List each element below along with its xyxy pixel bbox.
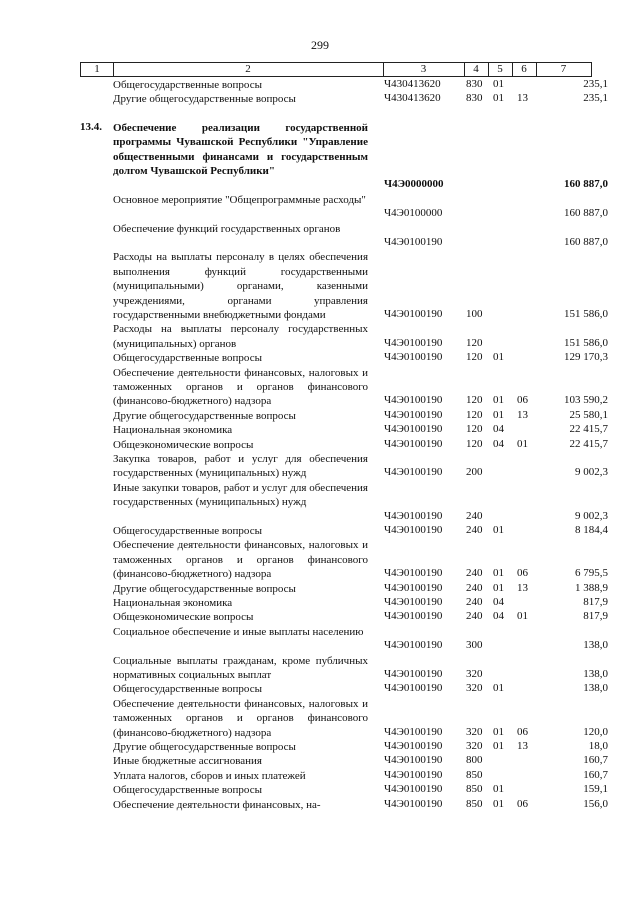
row-code: Ч4Э0100190 bbox=[384, 423, 443, 436]
row-amount: 138,0 bbox=[583, 639, 608, 652]
row-subsection: 06 bbox=[517, 725, 528, 738]
header-col-3: 3 bbox=[383, 63, 465, 76]
row-name: Общеэкономические вопросы bbox=[113, 611, 254, 624]
row-code: Ч4Э0100190 bbox=[384, 408, 443, 421]
table-row bbox=[0, 524, 640, 538]
row-name: Общегосударственные вопросы bbox=[113, 784, 262, 797]
table-row bbox=[0, 740, 640, 754]
row-expense-type: 850 bbox=[466, 783, 483, 796]
row-amount: 156,0 bbox=[583, 797, 608, 810]
table-row bbox=[0, 783, 640, 797]
row-expense-type: 320 bbox=[466, 667, 483, 680]
row-expense-type: 240 bbox=[466, 610, 483, 623]
row-section: 01 bbox=[493, 740, 504, 752]
row-amount: 6 795,5 bbox=[575, 567, 608, 580]
row-code: Ч4Э0100190 bbox=[384, 768, 443, 781]
row-expense-type: 240 bbox=[466, 509, 483, 522]
row-code: Ч4Э0100190 bbox=[384, 725, 443, 738]
row-amount: 817,9 bbox=[583, 596, 608, 608]
row-section: 04 bbox=[493, 596, 504, 608]
table-row bbox=[0, 78, 640, 92]
row-expense-type: 240 bbox=[466, 596, 483, 608]
table-row bbox=[0, 610, 640, 624]
row-expense-type: 120 bbox=[466, 336, 483, 349]
header-col-7: 7 bbox=[560, 63, 567, 75]
row-amount: 138,0 bbox=[583, 682, 608, 695]
table-row bbox=[0, 409, 640, 423]
row-expense-type: 200 bbox=[466, 466, 483, 479]
row-code: Ч430413620 bbox=[384, 92, 441, 105]
page-number: 299 bbox=[311, 38, 329, 52]
row-code: Ч4Э0100190 bbox=[384, 667, 443, 680]
row-subsection: 13 bbox=[517, 740, 528, 752]
table-row bbox=[0, 697, 640, 740]
table-row bbox=[0, 193, 640, 222]
row-amount: 120,0 bbox=[583, 725, 608, 738]
row-section: 01 bbox=[493, 351, 504, 364]
row-section: 01 bbox=[493, 567, 504, 580]
row-section: 04 bbox=[493, 610, 504, 623]
row-amount: 103 590,2 bbox=[564, 394, 608, 407]
row-name: Общегосударственные вопросы bbox=[113, 352, 262, 365]
row-expense-type: 240 bbox=[466, 567, 483, 580]
row-name: Другие общегосударственные вопросы bbox=[113, 741, 296, 753]
row-subsection: 13 bbox=[517, 581, 528, 594]
row-code: Ч4Э0100190 bbox=[384, 754, 443, 767]
row-code: Ч4Э0100190 bbox=[384, 596, 443, 608]
row-code: Ч4Э0100190 bbox=[384, 336, 443, 349]
row-code: Ч4Э0100190 bbox=[384, 437, 443, 450]
table-row bbox=[0, 366, 640, 409]
row-expense-type: 320 bbox=[466, 682, 483, 695]
table-row bbox=[0, 769, 640, 783]
row-name: Национальная экономика bbox=[113, 424, 233, 437]
row-expense-type: 830 bbox=[466, 92, 483, 105]
row-expense-type: 120 bbox=[466, 351, 483, 364]
row-section: 01 bbox=[493, 394, 504, 407]
row-code: Ч4Э0100190 bbox=[384, 509, 443, 522]
row-section: 04 bbox=[493, 423, 504, 436]
row-name: Социальное обеспечение и иные выплаты населению bbox=[113, 625, 364, 638]
row-amount: 160 887,0 bbox=[564, 207, 608, 220]
row-amount: 8 184,4 bbox=[575, 524, 608, 536]
row-subsection: 13 bbox=[517, 92, 528, 105]
row-code: Ч4Э0100190 bbox=[384, 351, 443, 364]
row-subsection: 06 bbox=[517, 394, 528, 407]
row-name: Иные закупки товаров, работ и услуг для обеспечения государственных (муниципальных) нужд bbox=[113, 481, 368, 509]
table-row bbox=[0, 222, 640, 251]
row-subsection: 01 bbox=[517, 610, 528, 623]
row-name: Обеспечение деятельности финансовых, налоговых и таможенных органов и органов финансового (финансово-бюджетного) надзора bbox=[113, 366, 368, 408]
row-expense-type: 240 bbox=[466, 581, 483, 594]
row-expense-type: 800 bbox=[466, 754, 483, 767]
row-expense-type: 320 bbox=[466, 740, 483, 752]
row-expense-type: 240 bbox=[466, 524, 483, 536]
row-amount: 22 415,7 bbox=[569, 437, 608, 450]
row-code: Ч4Э0100190 bbox=[384, 797, 443, 810]
row-code: Ч4Э0100190 bbox=[384, 581, 443, 594]
row-code: Ч4Э0100000 bbox=[384, 207, 443, 220]
row-section: 01 bbox=[493, 725, 504, 738]
row-name: Уплата налогов, сборов и иных платежей bbox=[113, 769, 306, 782]
header-col-1: 1 bbox=[81, 63, 114, 76]
row-subsection: 13 bbox=[517, 408, 528, 421]
row-amount: 9 002,3 bbox=[575, 466, 608, 479]
row-amount: 160,7 bbox=[583, 754, 608, 767]
table-row bbox=[0, 596, 640, 610]
row-expense-type: 300 bbox=[466, 639, 483, 652]
table-row bbox=[0, 92, 640, 106]
row-name: Общегосударственные вопросы bbox=[113, 525, 262, 537]
row-amount: 160,7 bbox=[583, 768, 608, 781]
table-row bbox=[0, 625, 640, 654]
row-name: Расходы на выплаты персоналу в целях обеспечения выполнения функций государственными (муниципальными) органами, казенными учреждениями, органами управления государственными внебюджетными фондами bbox=[113, 251, 368, 322]
row-name: Другие общегосударственные вопросы bbox=[113, 93, 296, 106]
row-amount: 22 415,7 bbox=[569, 423, 608, 436]
row-number: 13.4. bbox=[80, 120, 102, 133]
row-subsection: 06 bbox=[517, 567, 528, 580]
row-expense-type: 120 bbox=[466, 423, 483, 436]
row-section: 01 bbox=[493, 92, 504, 105]
row-name: Расходы на выплаты персоналу государственных (муниципальных) органов bbox=[113, 323, 368, 350]
table-header bbox=[80, 62, 592, 77]
row-name: Социальные выплаты гражданам, кроме публичных нормативных социальных выплат bbox=[113, 654, 368, 681]
table-row bbox=[0, 582, 640, 596]
row-name: Обеспечение деятельности финансовых, налоговых и таможенных органов и органов финансового (финансово-бюджетного) надзора bbox=[113, 539, 368, 581]
row-expense-type: 120 bbox=[466, 394, 483, 407]
table-row bbox=[0, 452, 640, 481]
row-name: Общегосударственные вопросы bbox=[113, 683, 262, 696]
row-code: Ч4Э0100190 bbox=[384, 682, 443, 695]
row-expense-type: 830 bbox=[466, 78, 483, 90]
row-code: Ч4Э0100190 bbox=[384, 524, 443, 536]
row-name: Другие общегосударственные вопросы bbox=[113, 582, 296, 595]
row-section: 01 bbox=[493, 797, 504, 810]
table-row bbox=[0, 538, 640, 581]
row-expense-type: 320 bbox=[466, 725, 483, 738]
header-col-5: 5 bbox=[488, 63, 513, 76]
row-section: 01 bbox=[493, 682, 504, 695]
row-name: Общеэкономические вопросы bbox=[113, 438, 254, 451]
row-code: Ч4Э0100190 bbox=[384, 567, 443, 580]
row-section: 01 bbox=[493, 524, 504, 536]
row-amount: 160 887,0 bbox=[564, 178, 608, 191]
row-subsection: 01 bbox=[517, 437, 528, 450]
row-expense-type: 120 bbox=[466, 437, 483, 450]
row-name: Общегосударственные вопросы bbox=[113, 79, 262, 91]
row-section: 01 bbox=[493, 408, 504, 421]
table-row bbox=[0, 754, 640, 768]
header-col-2: 2 bbox=[113, 63, 384, 76]
row-code: Ч4Э0100190 bbox=[384, 307, 443, 320]
row-code: Ч4Э0100190 bbox=[384, 783, 443, 796]
row-name: Обеспечение деятельности финансовых, на- bbox=[113, 798, 321, 811]
row-code: Ч4Э0100190 bbox=[384, 235, 443, 248]
row-amount: 817,9 bbox=[583, 610, 608, 623]
row-amount: 25 580,1 bbox=[569, 408, 608, 421]
row-amount: 160 887,0 bbox=[564, 235, 608, 248]
row-amount: 138,0 bbox=[583, 667, 608, 680]
row-expense-type: 100 bbox=[466, 307, 483, 320]
row-section: 01 bbox=[493, 78, 504, 90]
row-expense-type: 850 bbox=[466, 797, 483, 810]
table-row bbox=[0, 798, 640, 812]
table-row bbox=[0, 121, 640, 193]
table-row bbox=[0, 654, 640, 683]
row-amount: 1 388,9 bbox=[575, 581, 608, 594]
row-name: Национальная экономика bbox=[113, 597, 233, 609]
table-row bbox=[0, 481, 640, 524]
header-col-4: 4 bbox=[464, 63, 489, 76]
row-amount: 9 002,3 bbox=[575, 509, 608, 522]
row-code: Ч430413620 bbox=[384, 78, 441, 90]
row-amount: 159,1 bbox=[583, 783, 608, 796]
row-name: Основное мероприятие "Общепрограммные расходы" bbox=[113, 193, 366, 206]
table-row bbox=[0, 438, 640, 452]
row-name: Обеспечение деятельности финансовых, налоговых и таможенных органов и органов финансового (финансово-бюджетного) надзора bbox=[113, 697, 368, 739]
header-col-6: 6 bbox=[512, 63, 537, 76]
row-amount: 235,1 bbox=[583, 78, 608, 90]
table-row bbox=[0, 351, 640, 365]
row-code: Ч4Э0100190 bbox=[384, 639, 443, 652]
row-amount: 151 586,0 bbox=[564, 307, 608, 320]
row-name: Другие общегосударственные вопросы bbox=[113, 409, 296, 422]
row-amount: 235,1 bbox=[583, 92, 608, 105]
row-code: Ч4Э0100190 bbox=[384, 466, 443, 479]
row-name: Обеспечение функций государственных органов bbox=[113, 222, 341, 235]
row-section: 01 bbox=[493, 783, 504, 796]
row-subsection: 06 bbox=[517, 797, 528, 810]
row-name: Закупка товаров, работ и услуг для обеспечения государственных (муниципальных) нужд bbox=[113, 453, 368, 480]
row-amount: 18,0 bbox=[588, 740, 608, 752]
row-code: Ч4Э0100190 bbox=[384, 610, 443, 623]
table-row bbox=[0, 250, 640, 322]
row-expense-type: 850 bbox=[466, 768, 483, 781]
row-section: 04 bbox=[493, 437, 504, 450]
row-code: Ч4Э0000000 bbox=[384, 178, 444, 191]
row-section: 01 bbox=[493, 581, 504, 594]
row-code: Ч4Э0100190 bbox=[384, 394, 443, 407]
row-amount: 129 170,3 bbox=[564, 351, 608, 364]
table-row bbox=[0, 322, 640, 351]
row-name: Иные бюджетные ассигнования bbox=[113, 755, 262, 768]
row-amount: 151 586,0 bbox=[564, 336, 608, 349]
row-name: Обеспечение реализации государственной программы Чувашской Республики "Управление общественными финансами и государственным долгом Чувашской Республики" bbox=[113, 121, 368, 178]
row-code: Ч4Э0100190 bbox=[384, 740, 443, 752]
table-row bbox=[0, 423, 640, 437]
table-row bbox=[0, 682, 640, 696]
row-expense-type: 120 bbox=[466, 408, 483, 421]
